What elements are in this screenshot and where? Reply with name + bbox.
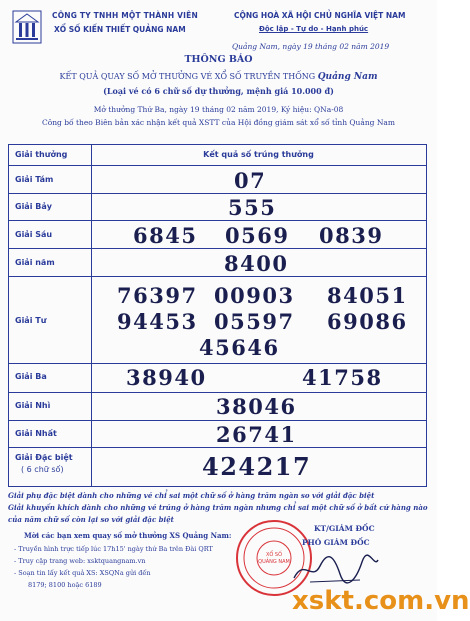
prize-label-g8: Giải Tám: [15, 175, 54, 184]
notice-subtitle-main: KẾT QUẢ QUAY SỐ MỞ THƯỞNG VÉ XỔ SỐ TRUYỀN THỐNG: [59, 72, 316, 81]
rule-encouragement: Giải khuyến khích dành cho những vé trúng ở hàng trăm ngàn nhưng chỉ sai một chữ số ở bất cứ hàng nào: [8, 503, 428, 512]
notice-subtitle-province: Quảng Nam: [317, 72, 378, 82]
prize-number-g2: 38046: [216, 394, 297, 419]
prize-number-g4-1: 76397: [117, 283, 198, 308]
table-row-divider: [9, 363, 426, 364]
prize-number-g5: 8400: [224, 251, 289, 276]
prize-label-special: Giải Đặc biệt: [15, 453, 73, 462]
table-row-divider: [9, 392, 426, 393]
nation-motto: Độc lập - Tự do - Hạnh phúc: [259, 25, 369, 33]
site-watermark: xskt.com.vn: [292, 586, 470, 616]
table-row-divider: [9, 193, 426, 194]
prize-number-g6-2: 0569: [225, 223, 290, 248]
prize-number-g7: 555: [228, 195, 277, 220]
table-row-divider: [9, 276, 426, 277]
prize-label-g4: Giải Tư: [15, 316, 47, 325]
prize-label-g2: Giải Nhì: [15, 401, 51, 410]
prize-number-g4-6: 69086: [327, 309, 408, 334]
svg-text:QUẢNG NAM: QUẢNG NAM: [258, 559, 290, 565]
signer-title: KT/GIÁM ĐỐC: [314, 524, 375, 533]
prize-number-g6-1: 6845: [133, 223, 198, 248]
rule-consolation: Giải phụ đặc biệt dành cho những vé chỉ sai một chữ số ở hàng trăm ngàn so với giải đặc biệt: [8, 491, 375, 500]
prize-number-g4-4: 94453: [117, 309, 198, 334]
rule-encouragement-cont: của năm chữ số còn lại so với giải đặc biệt: [8, 515, 174, 524]
prize-label-g1: Giải Nhất: [15, 429, 57, 438]
company-logo-icon: [12, 10, 42, 44]
table-header-result: Kết quả số trúng thưởng: [203, 150, 314, 159]
how-to-watch-sms-numbers: 8179; 8100 hoặc 6189: [28, 581, 102, 589]
notice-subtitle: [0, 72, 437, 82]
table-row-divider: [9, 447, 426, 448]
nation-title: CỘNG HOÀ XÃ HỘI CHỦ NGHĨA VIỆT NAM: [234, 11, 406, 20]
prize-number-g1: 26741: [216, 422, 297, 447]
svg-text:XỔ SỐ: XỔ SỐ: [265, 552, 283, 558]
prize-label-g6: Giải Sáu: [15, 230, 53, 239]
issue-date: Quảng Nam, ngày 19 tháng 02 năm 2019: [232, 42, 390, 51]
prize-number-g6-3: 0839: [319, 223, 384, 248]
table-row-divider: [9, 420, 426, 421]
draw-info-line: Mở thưởng Thứ Ba, ngày 19 tháng 02 năm 2019, Ký hiệu: QNa-08: [93, 105, 344, 114]
prize-label-g7: Giải Bảy: [15, 202, 52, 211]
how-to-watch-sms: - Soạn tin lấy kết quả XS: XSQNa gửi đến: [14, 569, 151, 577]
prize-number-g3-1: 38940: [126, 365, 207, 390]
how-to-watch-tv: - Truyền hình trực tiếp lúc 17h15' ngày thứ Ba trên Đài QRT: [14, 545, 213, 553]
ticket-type-note: (Loại vé có 6 chữ số dự thưởng, mệnh giá 10.000 đ): [103, 86, 334, 96]
signer-position: PHÓ GIÁM ĐỐC: [302, 538, 370, 547]
how-to-watch-web: - Truy cập trang web: xsktquangnam.vn: [14, 557, 146, 565]
prize-number-g3-2: 41758: [302, 365, 383, 390]
prize-sublabel-special: ( 6 chữ số): [21, 465, 64, 474]
table-column-divider: [91, 145, 92, 486]
notice-title: THÔNG BÁO: [184, 54, 253, 65]
prize-label-g3: Giải Ba: [15, 372, 47, 381]
table-header-prize: Giải thưởng: [15, 150, 68, 159]
prize-number-g4-2: 00903: [214, 283, 295, 308]
prize-number-g4-7: 45646: [199, 335, 280, 360]
results-table: [8, 144, 427, 487]
prize-label-g5: Giải năm: [15, 258, 55, 267]
signature-icon: [290, 552, 380, 586]
prize-number-g4-3: 84051: [327, 283, 408, 308]
table-row-divider: [9, 165, 426, 166]
table-row-divider: [9, 220, 426, 221]
table-row-divider: [9, 248, 426, 249]
how-to-watch-title: Mời các bạn xem quay số mở thưởng XS Quảng Nam:: [24, 531, 232, 540]
prize-number-g4-5: 05597: [214, 309, 295, 334]
company-name-line2: XỔ SỐ KIẾN THIẾT QUẢNG NAM: [54, 25, 186, 34]
company-name-line1: CÔNG TY TNHH MỘT THÀNH VIÊN: [52, 11, 198, 20]
confirmation-line: Công bố theo Biên bản xác nhận kết quả XSTT của Hội đồng giám sát xổ số tỉnh Quảng Nam: [41, 118, 396, 127]
prize-number-special: 424217: [202, 452, 312, 481]
prize-number-g8: 07: [234, 168, 267, 193]
